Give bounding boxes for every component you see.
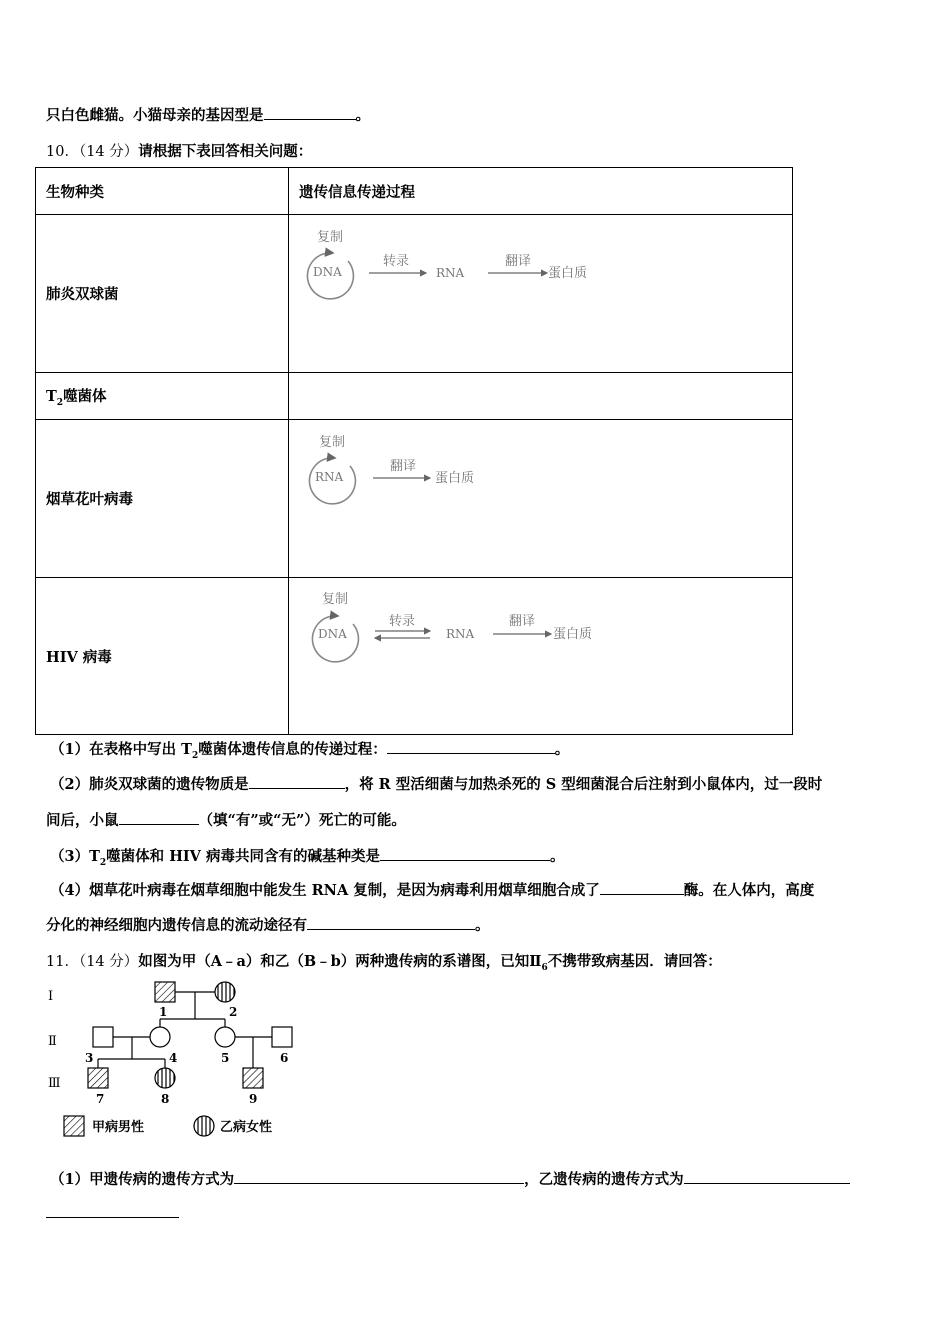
question-score: （14 分） <box>78 954 139 970</box>
pedigree-chart <box>40 975 310 1145</box>
individual-II3-male <box>93 1027 113 1047</box>
top-line: 只白色雌猫。小猫母亲的基因型是 。 <box>46 107 370 124</box>
translation-label: 翻译 <box>505 254 532 269</box>
generation-label: Ⅲ <box>48 1076 61 1091</box>
q10-sub1: （1）在表格中写出 $T_2$噬菌体遗传信息的传递过程： 。 <box>50 741 570 761</box>
question-number: 10． <box>46 144 79 160</box>
individual-II6-male <box>272 1027 292 1047</box>
legend-male-affected-icon <box>64 1116 84 1136</box>
question-10-heading <box>46 140 312 161</box>
svg-text:5: 5 <box>221 1051 230 1065</box>
organism-cell: 肺炎双球菌 <box>36 215 289 373</box>
rna-label: RNA <box>446 627 475 641</box>
answer-blank[interactable] <box>307 915 475 930</box>
process-diagram-cell <box>289 215 793 373</box>
answer-blank[interactable] <box>119 810 199 825</box>
header-process: 遗传信息传递过程 <box>289 168 793 215</box>
q10-sub2-line1: （2）肺炎双球菌的遗传物质是 ，将 R 型活细菌与加热杀死的 S 型细菌混合后注射到小鼠体内，过一段时 <box>50 776 823 793</box>
process-diagram-cell <box>289 420 793 578</box>
q11-sub1: （1）甲遗传病的遗传方式为 ，乙遗传病的遗传方式为 <box>50 1168 850 1189</box>
protein-label: 蛋白质 <box>553 627 593 642</box>
question-number: 11． <box>46 954 79 970</box>
dna-flow-diagram <box>289 215 794 372</box>
process-diagram-cell <box>289 578 793 735</box>
q10-sub3: $(3)T_2$噬菌体和 HIV 病毒共同含有的碱基种类是 。 <box>50 848 565 868</box>
transcription-label: 转录 <box>389 614 416 629</box>
question-prompt: 请根据下表回答相关问题： <box>138 143 313 160</box>
organism-cell: $T_2$噬菌体 <box>36 373 289 420</box>
rna-label: RNA <box>315 470 344 484</box>
generation-label: Ⅱ <box>48 1034 57 1049</box>
legend-label: 甲病男性 <box>92 1120 145 1135</box>
header-organism: 生物种类 <box>36 168 289 215</box>
individual-III7-affected-male <box>88 1068 108 1088</box>
table-header-row <box>36 168 793 215</box>
transcription-label: 转录 <box>383 254 410 269</box>
question-score: （14 分） <box>78 144 139 160</box>
organism-cell: 烟草花叶病毒 <box>36 420 289 578</box>
generation-label: Ⅰ <box>48 989 54 1004</box>
svg-text:9: 9 <box>249 1092 258 1106</box>
answer-blank[interactable] <box>46 1217 179 1218</box>
answer-blank[interactable] <box>234 1169 524 1184</box>
replication-label: 复制 <box>322 592 349 607</box>
table-row <box>36 578 793 735</box>
q10-sub4-line1: （4）烟草花叶病毒在烟草细胞中能发生 RNA 复制，是因为病毒利用烟草细胞合成了 酶。在人体内，高度 <box>50 882 815 899</box>
answer-blank[interactable] <box>600 880 684 895</box>
individual-I1-affected-male <box>155 982 175 1002</box>
translation-label: 翻译 <box>390 459 417 474</box>
replication-label: 复制 <box>319 435 346 450</box>
organism-cell: HIV 病毒 <box>36 578 289 735</box>
svg-text:2: 2 <box>229 1005 238 1019</box>
svg-text:6: 6 <box>280 1051 289 1065</box>
protein-label: 蛋白质 <box>435 471 475 486</box>
answer-blank[interactable] <box>380 846 550 861</box>
svg-text:4: 4 <box>169 1051 178 1065</box>
table-row <box>36 215 793 373</box>
legend-label: 乙病女性 <box>220 1120 273 1135</box>
table-row <box>36 373 793 420</box>
svg-text:3: 3 <box>85 1051 94 1065</box>
q10-sub2-line2: 间后，小鼠 （填“有”或“无”）死亡的可能。 <box>46 812 406 829</box>
dna-label: DNA <box>318 627 347 641</box>
rna-flow-diagram <box>289 420 794 577</box>
protein-label: 蛋白质 <box>548 266 588 281</box>
svg-text:1: 1 <box>159 1005 168 1019</box>
individual-I2-affected-female <box>215 982 235 1002</box>
individual-III8-affected-female <box>155 1068 175 1088</box>
answer-blank[interactable] <box>249 774 345 789</box>
replication-label: 复制 <box>317 230 344 245</box>
t2-process-answer-cell[interactable] <box>289 373 793 420</box>
q10-sub4-line2: 分化的神经细胞内遗传信息的流动途径有 。 <box>46 917 490 934</box>
svg-text:7: 7 <box>96 1092 105 1106</box>
table-row <box>36 420 793 578</box>
genetic-info-table <box>35 167 793 735</box>
question-11-heading: 11．（14 分）如图为甲（A﹣a）和乙（B﹣b）两种遗传病的系谱图，已知$Ⅱ_6$不携带致病基因．请回答： <box>46 953 722 973</box>
svg-text:8: 8 <box>161 1092 170 1106</box>
answer-blank[interactable] <box>387 739 555 754</box>
legend-female-affected-icon <box>194 1116 214 1136</box>
answer-blank[interactable] <box>684 1169 850 1184</box>
individual-III9-affected-male <box>243 1068 263 1088</box>
hiv-flow-diagram <box>289 578 794 734</box>
rna-label: RNA <box>436 266 465 280</box>
answer-blank[interactable] <box>264 105 356 120</box>
individual-II5-female <box>215 1027 235 1047</box>
dna-label: DNA <box>313 265 342 279</box>
individual-II4-female <box>150 1027 170 1047</box>
translation-label: 翻译 <box>509 614 536 629</box>
top-line-text: 只白色雌猫。小猫母亲的基因型是 <box>46 107 264 124</box>
